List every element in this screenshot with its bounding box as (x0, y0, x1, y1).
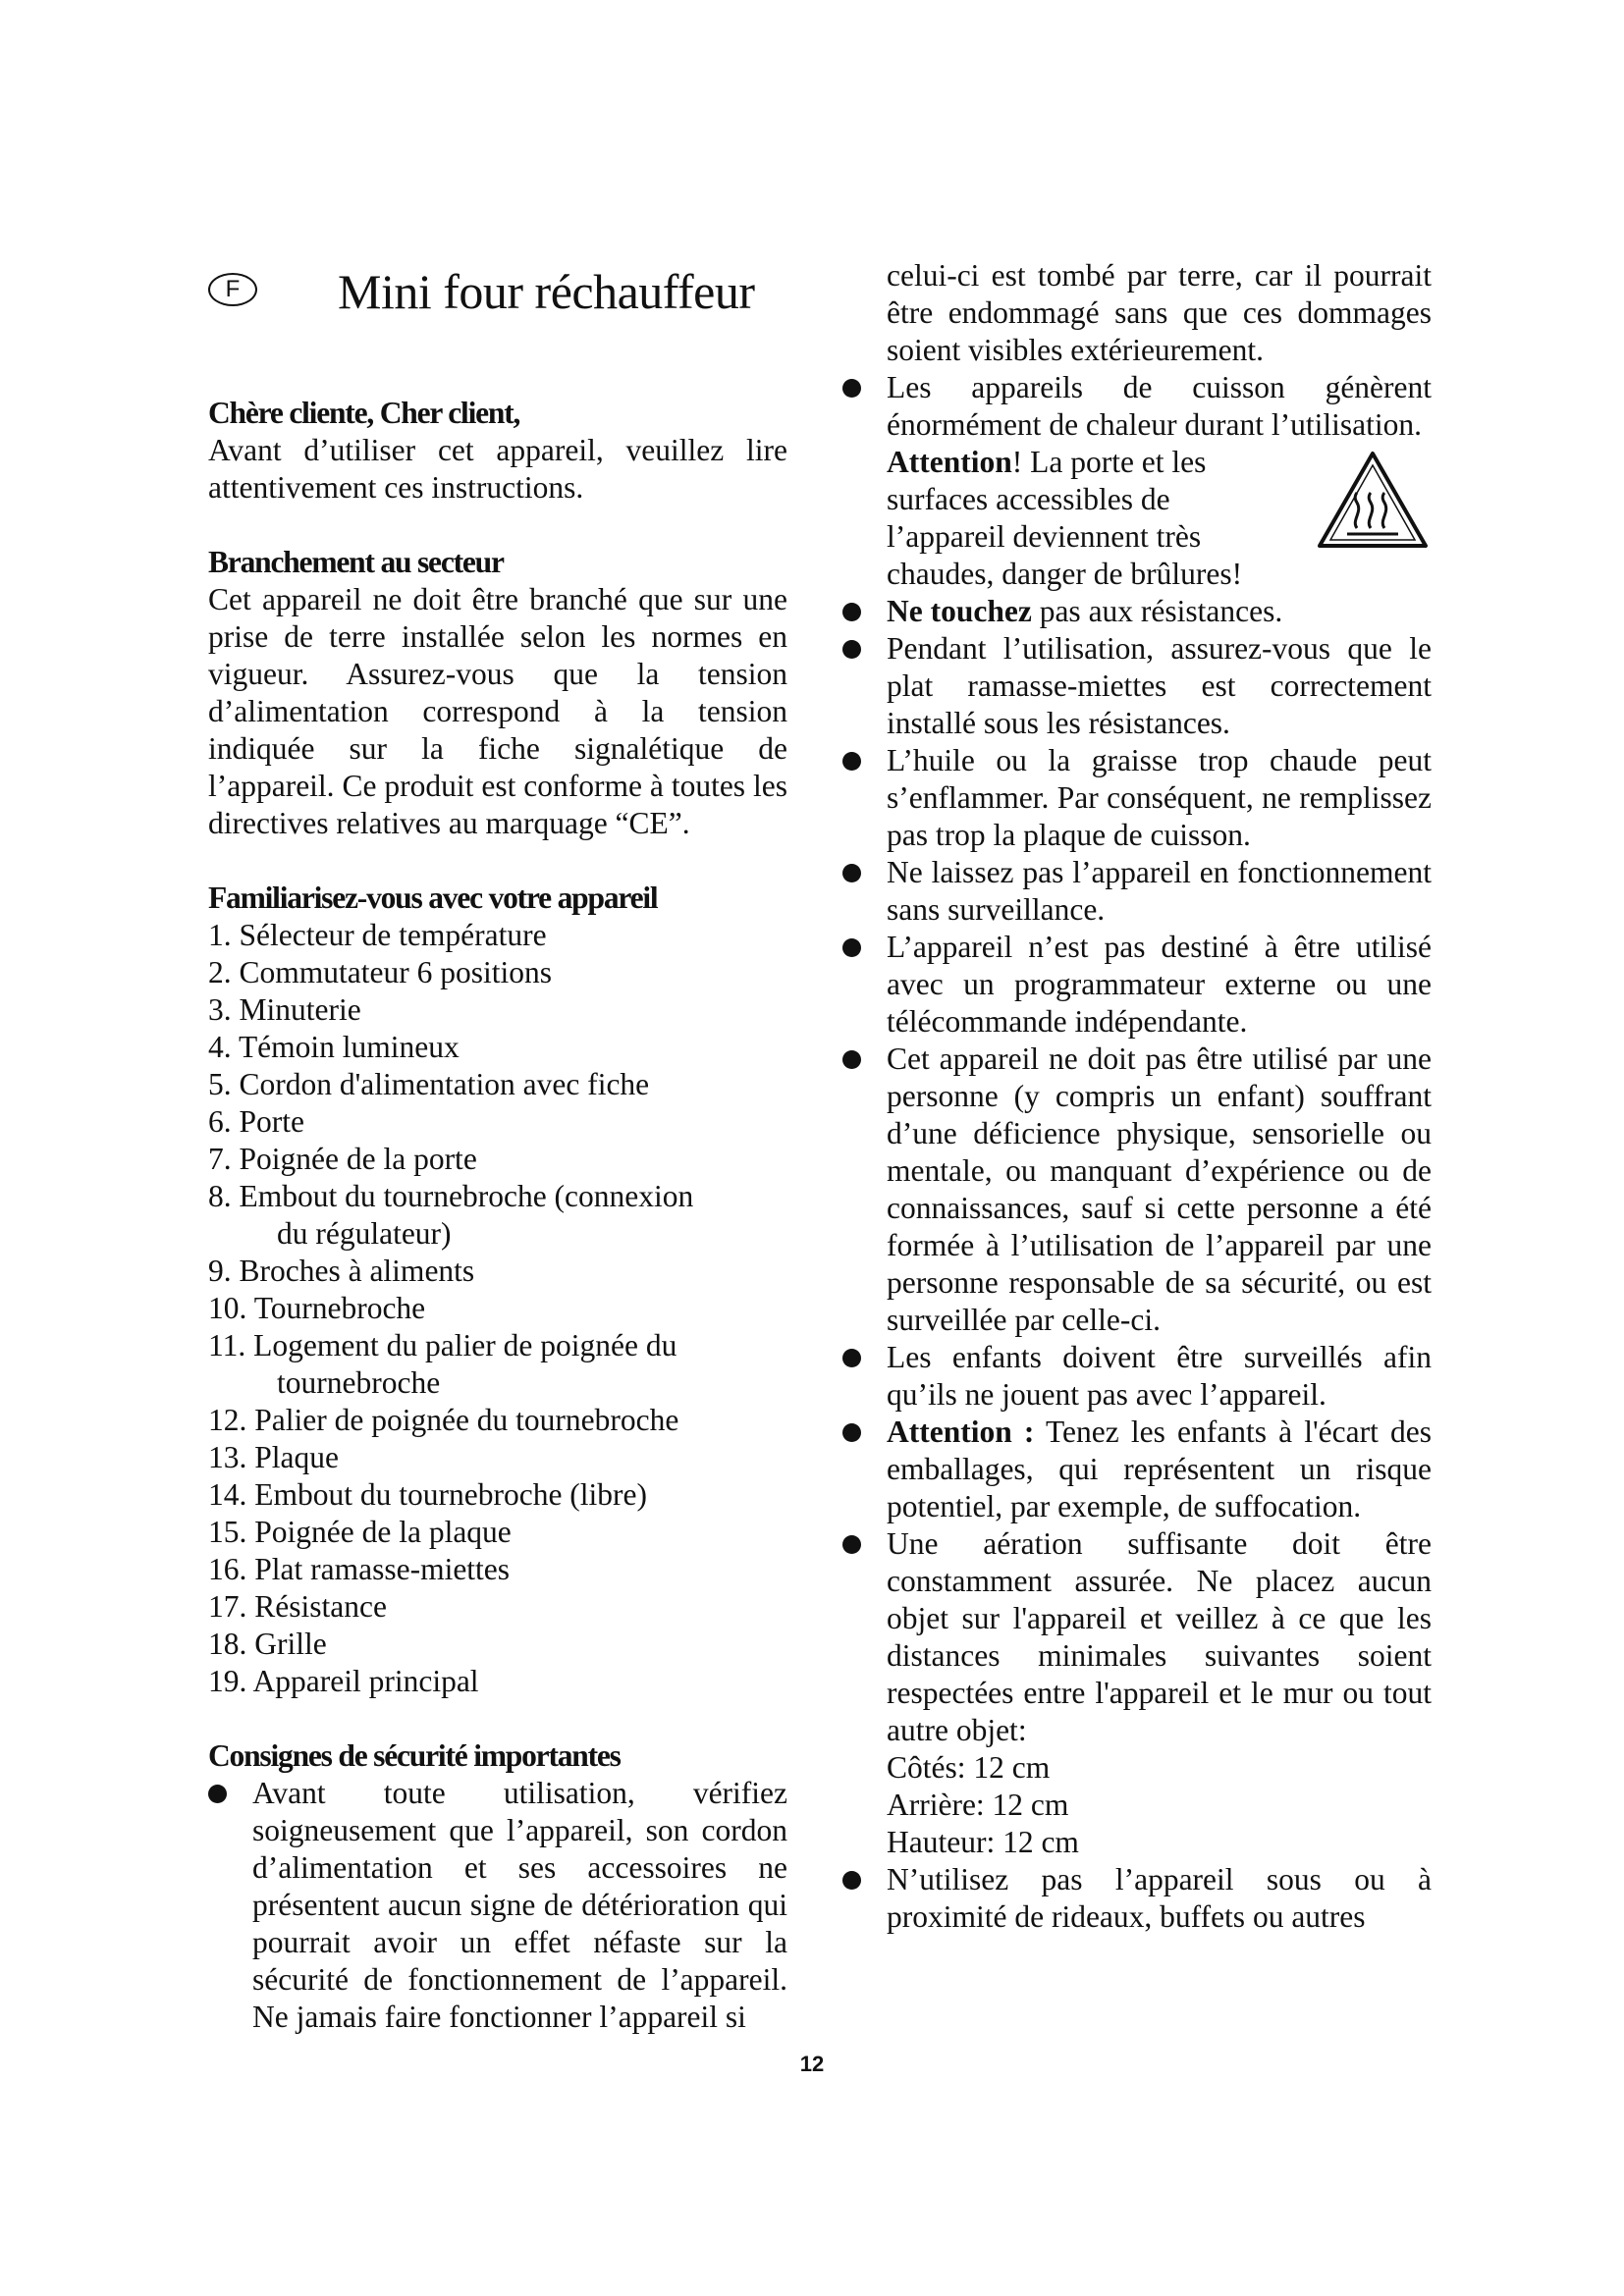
list-item (208, 1402, 787, 1439)
attention-text: ! La porte et les surfaces accessibles de l’appareil deviennent très chaudes, danger de brûlures! (887, 445, 1243, 591)
parts-list (208, 917, 787, 1700)
part-label: Tournebroche (253, 1291, 426, 1325)
list-item (208, 1476, 787, 1514)
part-number: 12. (208, 1403, 247, 1437)
greeting-text: Avant d’utiliser cet appareil, veuillez lire attentivement ces instructions. (208, 433, 787, 505)
part-label: Grille (254, 1627, 327, 1661)
part-number: 8. (208, 1179, 232, 1213)
list-item (208, 1253, 787, 1290)
ventilation-text: Une aération suffisante doit être constamment assurée. Ne placez aucun objet sur l'appareil et veillez à ce que les distances minimales suivantes soient respectées entre l'appareil et le mur ou tout autre objet: (887, 1526, 1432, 1747)
bullet-dot-icon (842, 864, 861, 882)
distance-back: Arrière: 12 cm (887, 1788, 1069, 1822)
attention2-text: Tenez les enfants à l'écart des emballages, qui représentent un risque potentiel, par exemple, de suffocation. (887, 1415, 1432, 1523)
list-item (208, 1551, 787, 1588)
hot-surface-warning (842, 444, 1432, 593)
list-item (208, 1103, 787, 1141)
list-item (842, 369, 1432, 444)
list-item (208, 1588, 787, 1626)
bullet-text: L’huile ou la graisse trop chaude peut s’enflammer. Par conséquent, ne remplissez pas trop la plaque de cuisson. (887, 743, 1432, 852)
part-number: 15. (208, 1515, 247, 1549)
power-heading: Branchement au secteur (208, 545, 504, 579)
part-label: Poignée de la porte (239, 1142, 477, 1176)
list-item (208, 1439, 787, 1476)
part-number: 11. (208, 1328, 246, 1362)
part-number: 1. (208, 918, 232, 952)
part-label: Logement du palier de poignée du (253, 1328, 677, 1362)
part-label: Appareil principal (252, 1664, 479, 1698)
page-title: Mini four réchauffeur (338, 264, 755, 319)
continuation-text: celui-ci est tombé par terre, car il pourrait être endommagé sans que ces dommages soient visibles extérieurement. (887, 258, 1432, 367)
part-number: 14. (208, 1477, 247, 1512)
part-number: 5. (208, 1067, 232, 1101)
list-item (842, 929, 1432, 1041)
part-label: Cordon d'alimentation avec fiche (239, 1067, 650, 1101)
bullet-dot-icon (842, 938, 861, 957)
hot-surface-warning-icon (1314, 448, 1432, 556)
safety-heading: Consignes de sécurité importantes (208, 1738, 621, 1773)
parts-heading: Familiarisez-vous avec votre appareil (208, 881, 658, 915)
list-item (842, 742, 1432, 854)
part-label: Porte (239, 1104, 304, 1139)
part-label: Plaque (254, 1440, 339, 1474)
list-item (208, 1775, 787, 2036)
part-number: 4. (208, 1030, 232, 1064)
part-number: 7. (208, 1142, 232, 1176)
list-item (208, 1663, 787, 1700)
part-number: 19. (208, 1664, 247, 1698)
bullet-dot-icon (842, 1423, 861, 1442)
last-bullet-text: N’utilisez pas l’appareil sous ou à proximité de rideaux, buffets ou autres (887, 1862, 1432, 1934)
safety-list-left (208, 1775, 787, 2036)
bullet-dot-icon (842, 752, 861, 771)
safety-list-right-3 (842, 1414, 1432, 1936)
part-label: Plat ramasse-miettes (254, 1552, 511, 1586)
safety-list-right (842, 369, 1432, 444)
bullet-text: L’appareil n’est pas destiné à être utilisé avec un programmateur externe ou une télécommande indépendante. (887, 930, 1432, 1039)
list-item (208, 1178, 787, 1253)
list-item (208, 991, 787, 1029)
safety-list-generic (842, 630, 1432, 1414)
list-item (208, 1327, 787, 1402)
list-item (208, 1029, 787, 1066)
list-item (842, 854, 1432, 929)
greeting-heading: Chère cliente, Cher client, (208, 396, 520, 430)
part-number: 6. (208, 1104, 232, 1139)
attention-label: Attention (887, 445, 1012, 479)
part-label: Embout du tournebroche (connexion (239, 1179, 694, 1213)
list-item (842, 1414, 1432, 1525)
part-label: Poignée de la plaque (254, 1515, 512, 1549)
part-label: Résistance (254, 1589, 387, 1624)
bullet-text: Ne laissez pas l’appareil en fonctionnement sans surveillance. (887, 855, 1432, 927)
safety-list-right-2 (842, 593, 1432, 630)
bullet-text: Pendant l’utilisation, assurez-vous que le plat ramasse-miettes est correctement installé sous les résistances. (887, 631, 1432, 740)
left-column (208, 257, 787, 2036)
list-item (842, 593, 1432, 630)
part-label: Minuterie (239, 992, 361, 1027)
bullet-dot-icon (842, 379, 861, 398)
distance-height: Hauteur: 12 cm (887, 1825, 1079, 1859)
part-number: 9. (208, 1254, 232, 1288)
language-badge: F (208, 273, 257, 306)
part-number: 2. (208, 955, 232, 989)
list-item (208, 1141, 787, 1178)
list-item (842, 1041, 1432, 1339)
bullet-text: Les enfants doivent être surveillés afin qu’ils ne jouent pas avec l’appareil. (887, 1340, 1432, 1412)
bullet-text: Cet appareil ne doit pas être utilisé par une personne (y compris un enfant) souffrant d’une déficience physique, sensorielle ou mentale, ou manquant d’expérience ou de connaissances, sauf si cette personne a été formée à l’utilisation de l’appareil par une personne responsable de sa sécurité, ou est surveillée par celle-ci. (887, 1041, 1432, 1337)
list-item (208, 1514, 787, 1551)
list-item (842, 1861, 1432, 1936)
part-number: 13. (208, 1440, 247, 1474)
distance-sides: Côtés: 12 cm (887, 1750, 1051, 1785)
list-item (208, 917, 787, 954)
part-number: 10. (208, 1291, 247, 1325)
bullet-dot-icon (842, 1871, 861, 1890)
part-number: 16. (208, 1552, 247, 1586)
attention2-label: Attention : (887, 1415, 1035, 1449)
touch-text: pas aux résistances. (1031, 594, 1283, 628)
bullet-dot-icon (208, 1785, 227, 1803)
part-label-continued: tournebroche (277, 1365, 441, 1400)
part-label: Palier de poignée du tournebroche (254, 1403, 679, 1437)
part-number: 18. (208, 1627, 247, 1661)
bullet-dot-icon (842, 603, 861, 621)
part-label: Broches à aliments (239, 1254, 475, 1288)
part-number: 3. (208, 992, 232, 1027)
part-label: Sélecteur de température (239, 918, 547, 952)
bullet-dot-icon (842, 1050, 861, 1069)
page-number: 12 (799, 2052, 825, 2076)
power-text: Cet appareil ne doit être branché que sur une prise de terre installée selon les normes en vigueur. Assurez-vous que la tension d’alimentation correspond à la tension indiquée sur la fiche signalétique de l’appareil. Ce produit est conforme à toutes les directives relatives au marquage “CE”. (208, 582, 787, 840)
list-item (208, 1290, 787, 1327)
list-item (208, 1066, 787, 1103)
bullet-dot-icon (842, 640, 861, 659)
list-item (842, 1525, 1432, 1861)
part-label: Témoin lumineux (238, 1030, 460, 1064)
list-item (842, 1339, 1432, 1414)
part-label-continued: du régulateur) (277, 1216, 452, 1251)
touch-bold: Ne touchez (887, 594, 1032, 628)
list-item (208, 1626, 787, 1663)
heat-bullet-text: Les appareils de cuisson génèrent énormément de chaleur durant l’utilisation. (887, 370, 1432, 442)
bullet-dot-icon (842, 1349, 861, 1367)
bullet-dot-icon (842, 1535, 861, 1554)
list-item (842, 630, 1432, 742)
right-column (842, 257, 1432, 1936)
list-item (208, 954, 787, 991)
part-label: Commutateur 6 positions (239, 955, 552, 989)
part-number: 17. (208, 1589, 247, 1624)
safety-first-text: Avant toute utilisation, vérifiez soigneusement que l’appareil, son cordon d’alimentation et ses accessoires ne présentent aucun signe de détérioration qui pourrait avoir un effet néfaste sur la sécurité de fonctionnement de l’appareil. Ne jamais faire fonctionner l’appareil si (252, 1776, 787, 2034)
title-row (208, 257, 787, 326)
part-label: Embout du tournebroche (libre) (254, 1477, 647, 1512)
